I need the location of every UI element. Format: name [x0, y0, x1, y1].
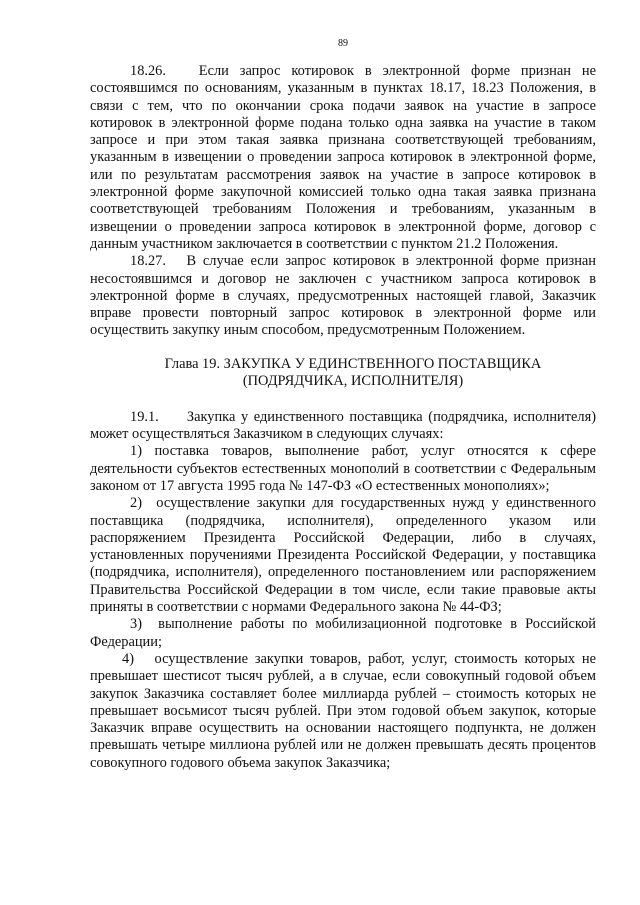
page-content	[90, 63, 596, 772]
list-item-1: 1) поставка товаров, выполнение работ, услуг относятся к сфере деятельности субъектов естественных монополий в соответствии с Федеральным законом от 17 августа 1995 года № 147-ФЗ «О естественных монополиях»;	[90, 443, 596, 494]
list-item-2: 2) осуществление закупки для государственных нужд у единственного поставщика (подрядчика, исполнителя), определенного указом или распоряжением Президента Российской Федерации, либо в случаях, установленных поручениями Президента Российской Федерации, у поставщика (подрядчика, исполнителя), определенного постановлением или распоряжением Правительства Российской Федерации в том числе, если такие правовые акты приняты в соответствии с нормами Федерального закона № 44-ФЗ;	[90, 495, 596, 616]
paragraph-19-1: 19.1. Закупка у единственного поставщика (подрядчика, исполнителя) может осуществляться Заказчиком в следующих случаях:	[90, 408, 596, 443]
paragraph-18-27: 18.27. В случае если запрос котировок в электронной форме признан несостоявшимся и договор не заключен с участником запроса котировок в электронной форме в случаях, предусмотренных настоящей главой, Заказчик вправе провести повторный запрос котировок в электронной форме или осуществить закупку иным способом, предусмотренным Положением.	[90, 253, 596, 339]
chapter-title-line-2: (ПОДРЯДЧИКА, ИСПОЛНИТЕЛЯ)	[242, 373, 464, 390]
paragraph-18-26: 18.26. Если запрос котировок в электронной форме признан не состоявшимся по основаниям, указанным в пунктах 18.17, 18.23 Положения, в связи с тем, что по окончании срока подачи заявок на участие в запросе котировок в электронной форме подана только одна заявка на участие в таком запросе и при этом такая заявка признана соответствующей требованиям, указанным в извещении о проведении запроса котировок в электронной форме, или по результатам рассмотрения заявок на участие в запросе котировок в электронной форме закупочной комиссией только одна такая заявка признана соответствующей требованиям Положения и требованиям, указанным в извещении о проведении запроса котировок в электронной форме, договор с данным участником заключается в соответствии с пунктом 21.2 Положения.	[90, 63, 596, 252]
list-item-4: 4) осуществление закупки товаров, работ, услуг, стоимость которых не превышает шестисот тысяч рублей, а в случае, если совокупный годовой объем закупок Заказчика составляет более миллиарда рублей – стоимость которых не превышает восьмисот тысяч рублей. При этом годовой объем закупок, которые Заказчик вправе осуществить на основании настоящего подпункта, не должен превышать четыре миллиона рублей или не должен превышать десять процентов совокупного годового объема закупок Заказчика;	[90, 650, 596, 771]
chapter-title-line-1: Глава 19. ЗАКУПКА У ЕДИНСТВЕННОГО ПОСТАВЩИКА	[164, 355, 542, 372]
chapter-title	[90, 356, 596, 391]
list-item-3: 3) выполнение работы по мобилизационной подготовке в Российской Федерации;	[90, 616, 596, 650]
page-number: 89	[338, 38, 348, 49]
